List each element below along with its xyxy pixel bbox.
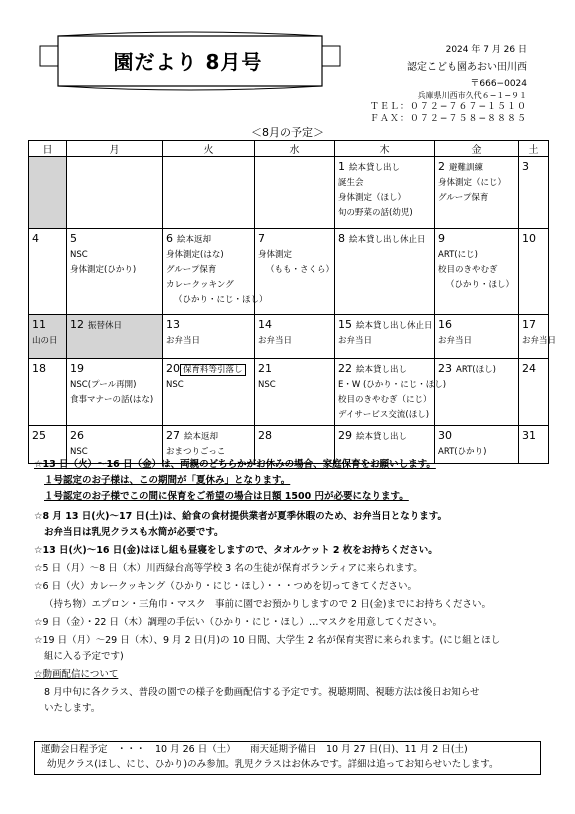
weekday-4: 木: [335, 141, 435, 157]
notice-home-care: ☆13 日（火）～16 日（金）は、両親のどちらかがお休みの場合、家庭保育をお願いします。: [34, 459, 436, 470]
day-number: 25: [32, 429, 46, 442]
day-event: 校目のきやむぎ: [438, 265, 498, 275]
calendar-day-cell: [163, 315, 255, 359]
day-event: お弁当日: [166, 336, 201, 346]
notice-lunch-box: ☆8 月 13 日(火)～17 日(土)は、給食の食材提供業者が夏季休暇のため、お弁当日となります。: [34, 511, 448, 522]
calendar-title: ＜8月の予定＞: [251, 126, 324, 139]
day-number: 24: [522, 362, 536, 375]
day-line: [522, 361, 545, 378]
calendar-day-cell: [519, 157, 549, 229]
sports-day-box: [34, 741, 541, 775]
calendar-week: [29, 229, 549, 315]
day-event: おまつりごっこ: [166, 447, 226, 457]
video-text: 8 月中旬に各クラス、普段の園での様子を動画配信する予定です。視聴期間、視聴方法は後日お知らせ: [44, 687, 480, 698]
day-number: 10: [522, 232, 536, 245]
weekday-0: 日: [29, 141, 67, 157]
day-number: 3: [522, 160, 529, 173]
day-event: 誕生会: [338, 178, 364, 188]
newsletter-title: 園だより 8月号: [113, 50, 263, 74]
weekday-6: 土: [519, 141, 549, 157]
day-line: [166, 231, 251, 248]
calendar-week: [29, 157, 549, 229]
weekday-header: [29, 141, 549, 157]
calendar-week: [29, 359, 549, 426]
day-event-inline: 絵本貸し出し: [356, 365, 408, 375]
notice-practicum-cont: 組に入る予定です): [44, 651, 124, 662]
day-number: 22: [338, 362, 352, 375]
day-event: ART(ひかり): [438, 447, 487, 457]
calendar-day-cell: [67, 359, 163, 426]
day-number: 8: [338, 232, 345, 245]
day-line: [338, 159, 431, 176]
calendar-day-cell: [335, 157, 435, 229]
day-number: 31: [522, 429, 536, 442]
calendar-day-cell: [435, 315, 519, 359]
day-event: 山の日: [32, 336, 58, 346]
notice-belongings: （持ち物）エプロン・三角巾・マスク 事前に園でお預かりしますので 2 日(金)までにお持ちください。: [44, 599, 491, 610]
fax: ＦＡＸ：０７２−７５８−８８８５: [369, 114, 527, 124]
day-line: [438, 361, 515, 378]
calendar-day-cell: [67, 229, 163, 315]
day-number: 29: [338, 429, 352, 442]
weekday-5: 金: [435, 141, 519, 157]
day-line: [338, 361, 431, 378]
calendar-day-cell: [519, 359, 549, 426]
august-calendar: [28, 140, 557, 464]
notice-summer-break: １号認定のお子様は、この期間が「夏休み」となります。: [44, 475, 291, 486]
day-number: 17: [522, 318, 536, 331]
day-event-inline: 絵本貸し出し休止日: [356, 321, 433, 331]
notice-cooking-help: ☆9 日（金）・22 日（木）調理の手伝い（ひかり・にじ・ほし）…マスクを用意してください。: [34, 617, 442, 628]
day-event: 身体測定（ほし）: [338, 193, 407, 203]
day-event: ART(にじ): [438, 250, 478, 260]
day-event: （ひかり・ほし）: [446, 280, 515, 290]
day-event: お弁当日: [522, 336, 557, 346]
day-event: お弁当日: [338, 336, 373, 346]
day-line: [166, 317, 251, 334]
calendar-day-cell: [255, 157, 335, 229]
day-event: （もも・さくら）: [266, 265, 335, 275]
day-number: 15: [338, 318, 352, 331]
day-event: NSC: [70, 250, 88, 260]
day-number: 18: [32, 362, 46, 375]
day-event: 旬の野菜の話(幼児): [338, 208, 413, 218]
day-event: NSC: [166, 380, 184, 390]
day-line: [70, 428, 159, 445]
calendar-day-cell: [519, 426, 549, 464]
day-event: 食事マナーの話(はな): [70, 395, 154, 405]
day-number: 16: [438, 318, 452, 331]
day-line: [258, 231, 331, 248]
day-line: [438, 159, 515, 176]
day-event: 身体測定(はな): [166, 250, 224, 260]
calendar-day-cell: [335, 229, 435, 315]
day-event-inline: 絵本貸し出し: [356, 432, 408, 442]
notice-towel: ☆13 日(火)～16 日(金)はほし組も昼寝をしますので、タオルケット 2 枚をお持ちください。: [34, 545, 438, 556]
day-number: 14: [258, 318, 272, 331]
day-event-inline: 振替休日: [88, 321, 123, 331]
day-line: [438, 428, 515, 445]
day-line: [522, 231, 545, 248]
calendar-day-cell: [335, 315, 435, 359]
day-line: [258, 317, 331, 334]
calendar-day-cell: [519, 315, 557, 359]
issue-date: 2024 年 7 月 26 日: [445, 45, 527, 55]
day-event-inline: 絵本貸し出し: [349, 163, 401, 173]
calendar-day-cell: [67, 315, 163, 359]
day-event: 身体測定: [258, 250, 293, 260]
day-number: 23: [438, 362, 452, 375]
school-name: 認定こども園あおい田川西: [407, 62, 527, 73]
day-number: 12: [70, 318, 84, 331]
day-line: [32, 361, 63, 378]
weekday-2: 火: [163, 141, 255, 157]
notice-practicum: ☆19 日（月）～29 日（木）、9 月 2 日(月)の 10 日間、大学生 2 名が保育実習に来られます。(にじ組とほし: [34, 635, 501, 646]
day-line: [522, 317, 545, 334]
day-line: [258, 361, 331, 378]
day-number: 19: [70, 362, 84, 375]
day-line: [338, 317, 431, 334]
day-line: [70, 231, 159, 248]
notice-daily-fee: １号認定のお子様でこの間に保育をご希望の場合は日額 1500 円が必要になります。: [44, 491, 409, 502]
day-event: （ひかり・にじ・ほし）: [174, 295, 268, 305]
day-number: 9: [438, 232, 445, 245]
day-number: 28: [258, 429, 272, 442]
calendar-day-cell: [435, 426, 519, 464]
zip-code: 〒666−0024: [470, 79, 527, 89]
calendar-day-cell: [435, 229, 519, 315]
calendar-day-cell: [435, 157, 519, 229]
address: 兵庫県川西市久代６−１−９１: [417, 91, 527, 100]
day-number: 27: [166, 429, 180, 442]
day-event: NSC: [258, 380, 276, 390]
day-event: お弁当日: [438, 336, 473, 346]
day-line: [438, 231, 515, 248]
calendar-body: [29, 157, 557, 464]
day-event: E・W (ひかり・にじ・ほし): [338, 380, 447, 390]
day-event-boxed: 保育料等引落し: [180, 364, 246, 376]
day-line: [70, 317, 159, 334]
day-number: 2: [438, 160, 445, 173]
day-line: [166, 361, 251, 378]
day-event: 身体測定(ひかり): [70, 265, 137, 275]
calendar-day-cell: [255, 359, 335, 426]
day-event: NSC: [70, 447, 88, 457]
day-event-inline: 絵本返却: [184, 432, 219, 442]
day-line: [258, 428, 331, 445]
sports-day-detail: 幼児クラス(ほし、にじ、ひかり)のみ参加。乳児クラスはお休みです。詳細は追ってお知らせいたします。: [47, 759, 499, 770]
day-event: NSC(プール再開): [70, 380, 137, 390]
day-event-inline: 絵本貸し出し休止日: [349, 235, 426, 245]
day-line: [70, 361, 159, 378]
weekday-1: 月: [67, 141, 163, 157]
day-number: 20: [166, 362, 180, 375]
calendar-day-cell: [435, 359, 519, 426]
day-line: [166, 428, 251, 445]
day-number: 11: [32, 318, 46, 331]
telephone: ＴＥＬ：０７２−７６７−１５１０: [369, 102, 527, 112]
day-event-inline: 避難訓練: [449, 163, 484, 173]
day-event: 校目のきやむぎ（にじ）: [338, 395, 432, 405]
day-number: 26: [70, 429, 84, 442]
day-line: [338, 428, 431, 445]
day-event: お弁当日: [258, 336, 293, 346]
day-number: 4: [32, 232, 39, 245]
day-line: [32, 428, 63, 445]
day-number: 7: [258, 232, 265, 245]
day-number: 5: [70, 232, 77, 245]
calendar-day-cell: [163, 359, 255, 426]
day-number: 21: [258, 362, 272, 375]
day-event: デイサービス交流(ほし): [338, 410, 430, 420]
day-event: グループ保育: [438, 193, 489, 203]
video-text-cont: いたします。: [44, 703, 101, 714]
day-line: [32, 231, 63, 248]
day-event: 身体測定（にじ）: [438, 178, 507, 188]
video-heading: ☆動画配信について: [34, 669, 119, 680]
calendar-day-cell: [29, 315, 67, 359]
day-line: [522, 159, 545, 176]
day-line: [522, 428, 545, 445]
calendar-day-cell: [29, 157, 67, 229]
calendar-day-cell: [29, 359, 67, 426]
day-number: 13: [166, 318, 180, 331]
day-line: [438, 317, 515, 334]
day-number: 6: [166, 232, 173, 245]
day-number: 1: [338, 160, 345, 173]
calendar-day-cell: [255, 315, 335, 359]
calendar-day-cell: [163, 157, 255, 229]
weekday-3: 水: [255, 141, 335, 157]
calendar-week: [29, 315, 549, 359]
notice-volunteer: ☆5 日（月）～8 日（木）川西緑台高等学校 3 名の生徒が保育ボランティアに来られます。: [34, 563, 423, 574]
notice-water-bottle: お弁当日は乳児クラスも水筒が必要です。: [44, 527, 224, 538]
day-event: グループ保育: [166, 265, 217, 275]
calendar-day-cell: [519, 229, 549, 315]
calendar-day-cell: [29, 229, 67, 315]
day-event: カレークッキング: [166, 280, 234, 290]
calendar-day-cell: [67, 157, 163, 229]
sports-day-schedule: 運動会日程予定 ・・・ 10 月 26 日（土） 雨天延期予備日 10 月 27 日(日)、11 月 2 日(土): [41, 744, 468, 755]
day-line: [32, 317, 63, 334]
notice-curry-cooking: ☆6 日（火）カレークッキング（ひかり・にじ・ほし）・・・つめを切ってきてください。: [34, 581, 418, 592]
day-event-inline: ART(ほし): [456, 365, 496, 375]
calendar-day-cell: [163, 229, 268, 315]
day-event-inline: 絵本返却: [177, 235, 212, 245]
day-number: 30: [438, 429, 452, 442]
day-line: [338, 231, 431, 248]
